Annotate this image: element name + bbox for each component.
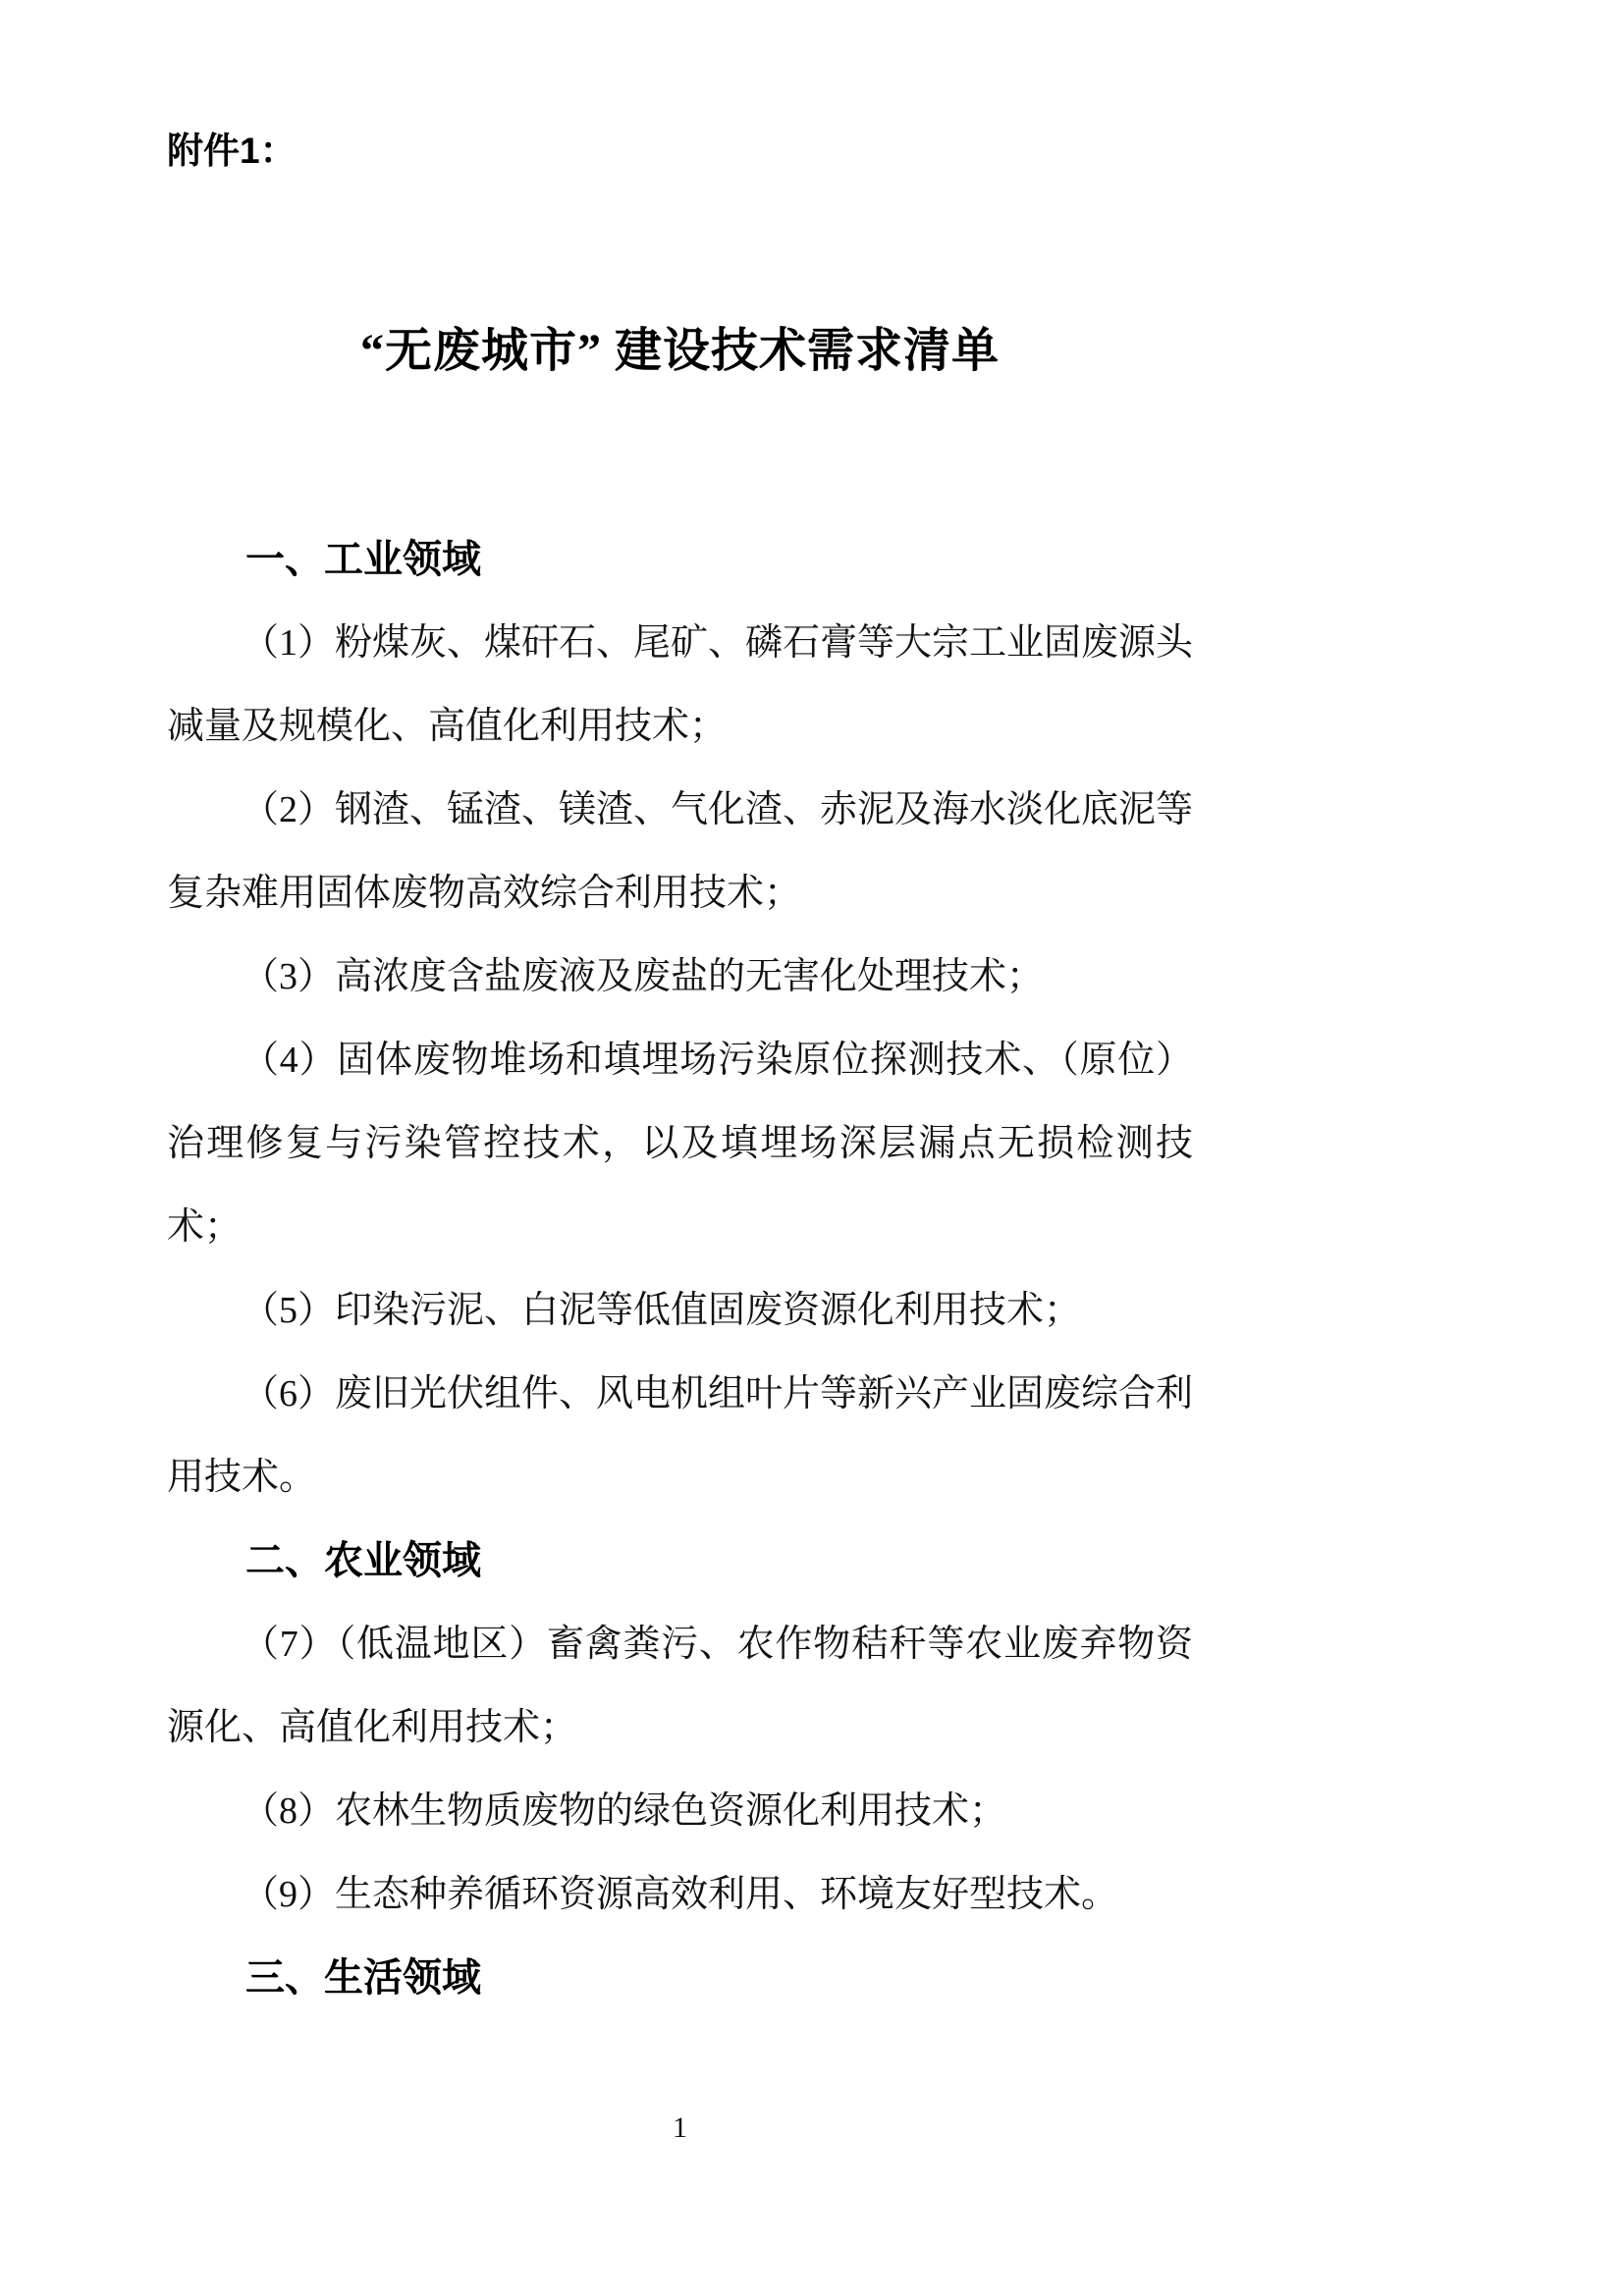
- list-item-8: （8）农林生物质废物的绿色资源化利用技术；: [242, 1790, 1007, 1833]
- section-heading-industrial: 一、工业领域: [245, 538, 481, 582]
- page-number: 1: [673, 2111, 687, 2144]
- list-item-1: （1）粉煤灰、煤矸石、尾矿、磷石膏等大宗工业固废源头减量及规模化、高值化利用技术；: [167, 622, 1194, 748]
- list-item-4: （4）固体废物堆场和填埋场污染原位探测技术、（原位）治理修复与污染管控技术，以及填埋场深层漏点无损检测技术；: [167, 1040, 1193, 1249]
- list-item-6: （6）废旧光伏组件、风电机组叶片等新兴产业固废综合利用技术。: [167, 1373, 1194, 1499]
- list-item-2: （2）钢渣、锰渣、镁渣、气化渣、赤泥及海水淡化底泥等复杂难用固体废物高效综合利用技术；: [167, 789, 1194, 915]
- document-body: [167, 518, 1193, 2020]
- list-item-5: （5）印染污泥、白泥等低值固废资源化利用技术；: [242, 1290, 1082, 1332]
- list-item-9: （9）生态种养循环资源高效利用、环境友好型技术。: [242, 1874, 1119, 1916]
- section-heading-agricultural: 二、农业领域: [245, 1539, 481, 1583]
- attachment-label: 附件1：: [167, 131, 297, 171]
- document-content: [167, 0, 1193, 2020]
- section-heading-living: 三、生活领域: [245, 1956, 481, 2001]
- list-item-7: （7）（低温地区）畜禽粪污、农作物秸秆等农业废弃物资源化、高值化利用技术；: [167, 1624, 1193, 1749]
- list-item-3: （3）高浓度含盐废液及废盐的无害化处理技术；: [242, 956, 1045, 998]
- document-title: “无废城市” 建设技术需求清单: [359, 325, 1000, 378]
